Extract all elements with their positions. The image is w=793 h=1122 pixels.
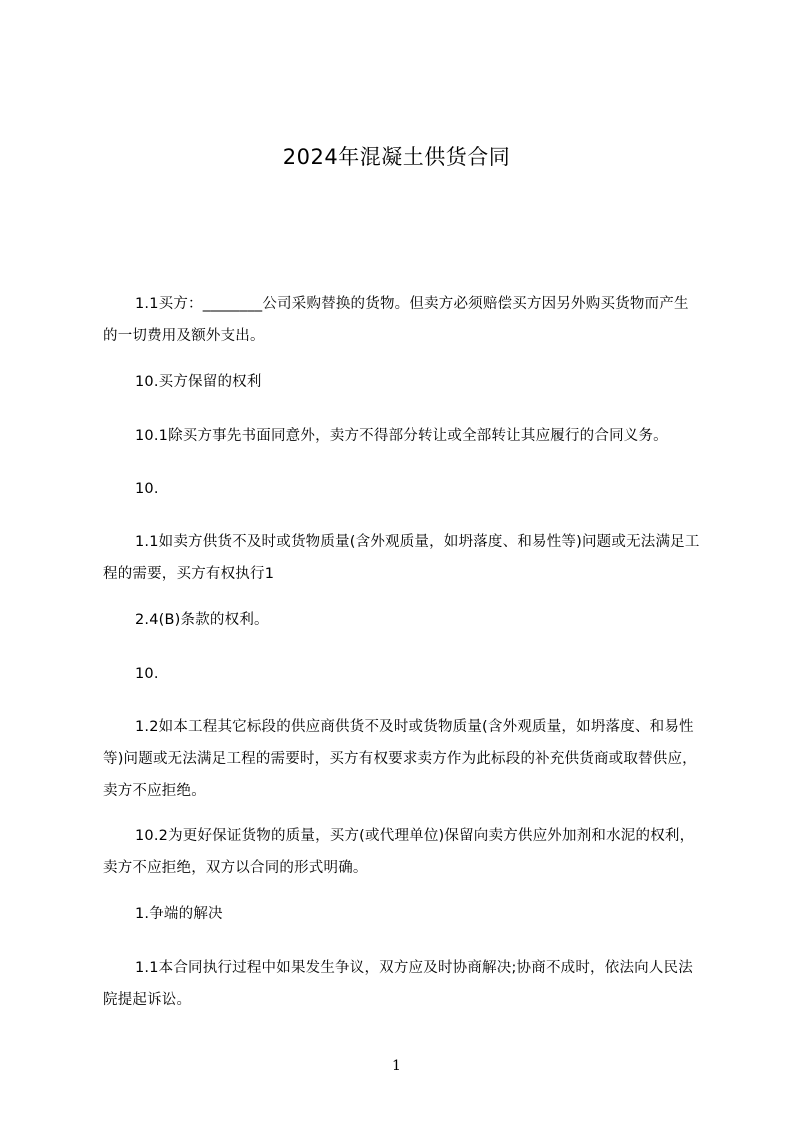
paragraph-10-heading: 10.买方保留的权利 bbox=[135, 374, 262, 390]
document-title: 2024年混凝土供货合同 bbox=[282, 145, 511, 169]
page-number: 1 bbox=[392, 1058, 401, 1074]
paragraph-1-2-other-sections: 1.2如本工程其它标段的供应商供货不及时或货物质量(含外观质量，如坍落度、和易性等)问题或无法满足工程的需要时，买方有权要求卖方作为此标段的补充供货商或取替供应，卖方不应拒绝。 bbox=[103, 719, 697, 799]
paragraph-10-fragment-b: 10. bbox=[135, 666, 159, 682]
paragraph-2-4b: 2.4(B)条款的权利。 bbox=[135, 612, 269, 628]
paragraph-1-1-dispute: 1.1本合同执行过程中如果发生争议，双方应及时协商解决;协商不成时，依法向人民法院提起诉讼。 bbox=[103, 960, 693, 1008]
paragraph-10-2-quality: 10.2为更好保证货物的质量，买方(或代理单位)保留向卖方供应外加剂和水泥的权利，卖方不应拒绝，双方以合同的形式明确。 bbox=[103, 828, 695, 876]
paragraph-10-1: 10.1除买方事先书面同意外，卖方不得部分转让或全部转让其应履行的合同义务。 bbox=[135, 428, 668, 444]
paragraph-1-1-buyer-replacement: 1.1买方：________公司采购替换的货物。但卖方必须赔偿买方因另外购买货物而产生的一切费用及额外支出。 bbox=[103, 296, 689, 344]
paragraph-1-1-supply-delay: 1.1如卖方供货不及时或货物质量(含外观质量，如坍落度、和易性等)问题或无法满足工程的需要，买方有权执行1 bbox=[103, 534, 700, 582]
paragraph-dispute-heading: 1.争端的解决 bbox=[135, 906, 223, 922]
paragraph-10-fragment-a: 10. bbox=[135, 481, 159, 497]
